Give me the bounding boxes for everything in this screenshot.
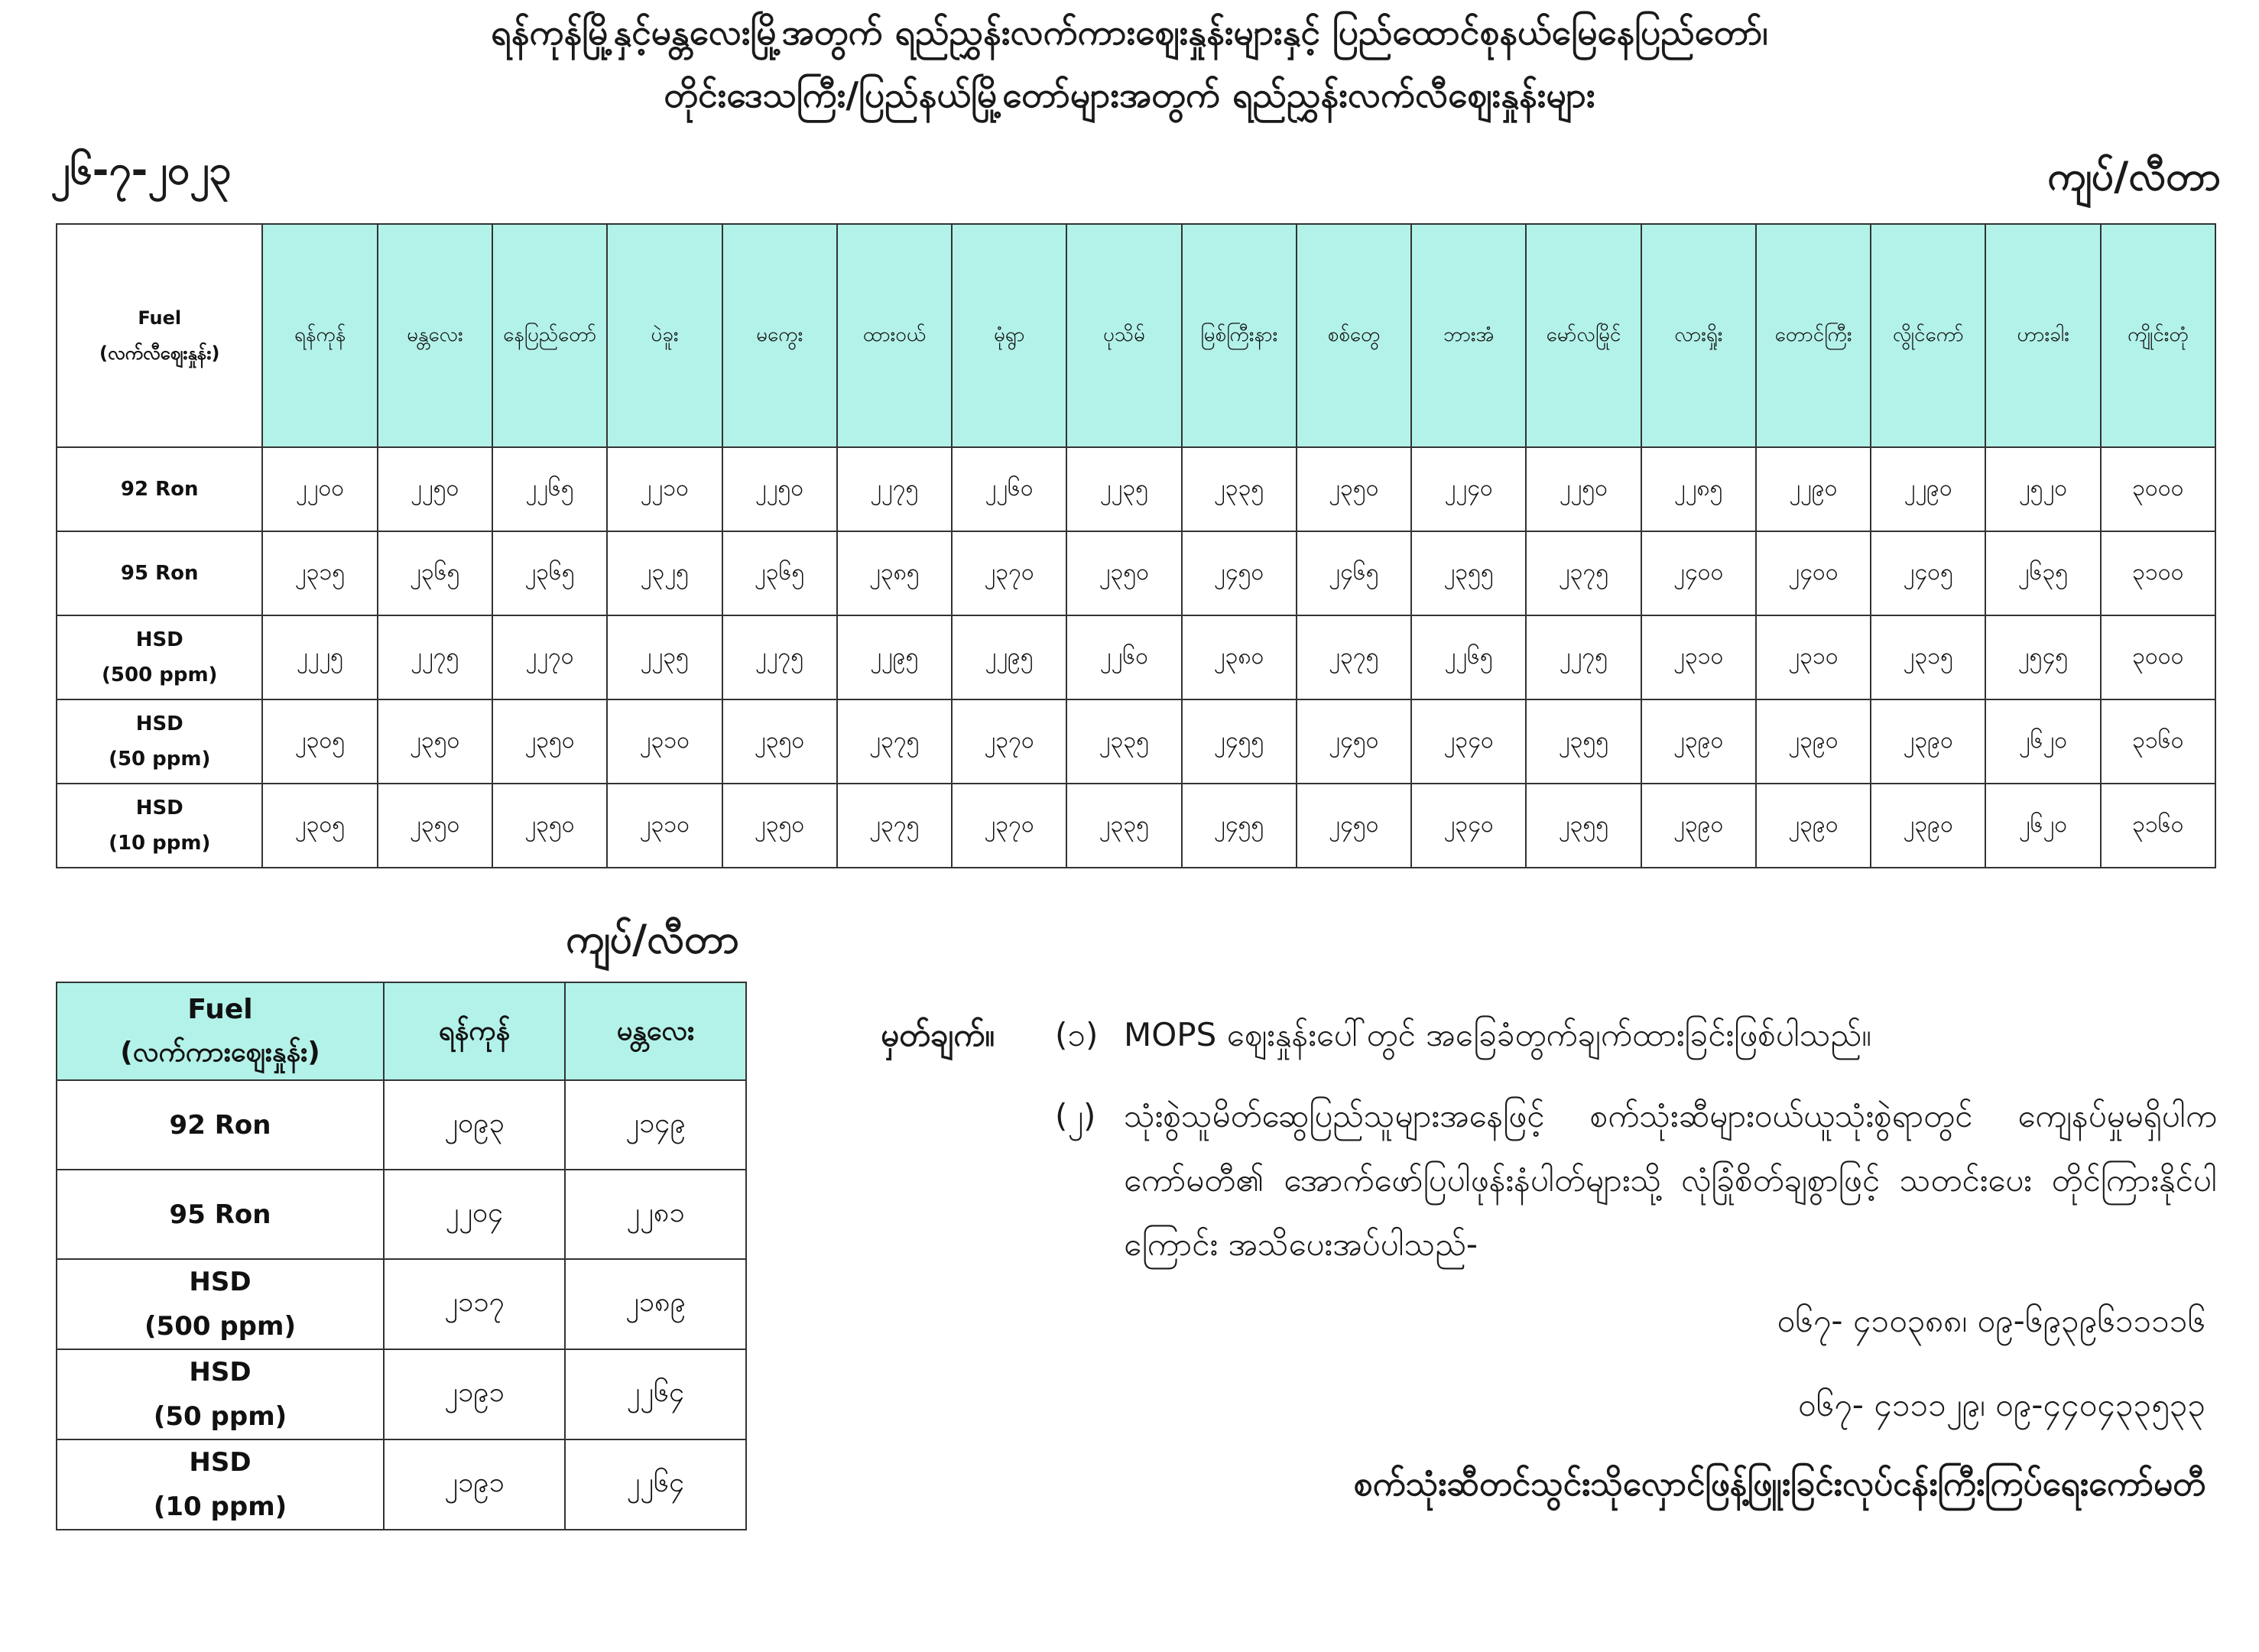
price-cell: ၂၃၁၀ <box>607 699 722 784</box>
price-cell: ၂၃၄၀ <box>1411 699 1526 784</box>
note-1-text: MOPS ဈေးနှုန်းပေါ်တွင် အခြေခံတွက်ချက်ထားခြင်းဖြစ်ပါသည်။ <box>1124 1016 1871 1053</box>
city-header: စစ်တွေ <box>1297 224 1411 447</box>
price-cell: ၂၃၈၅ <box>837 531 952 615</box>
note-2-text: သုံးစွဲသူမိတ်ဆွေပြည်သူများအနေဖြင့် စက်သုံးဆီများဝယ်ယူသုံးစွဲရာတွင် ကျေနပ်မှုမရှိပါက ကော်မတီ၏ အောက်ဖော်ပြပါဖုန်းနံပါတ်များသို့ လုံခြုံစိတ်ချစွာဖြင့် သတင်းပေး တိုင်ကြားနိုင်ပါကြောင်း အသိပေးအပ်ပါသည်- <box>1124 1097 2217 1263</box>
note-2-number: (၂) <box>1055 1097 1096 1134</box>
price-cell: ၂၆၃၅ <box>1985 531 2100 615</box>
fuel-type-label: HSD <box>135 797 183 820</box>
price-cell: ၂၂၂၅ <box>262 615 377 699</box>
table-row <box>57 1259 746 1349</box>
city-header: နေပြည်တော် <box>492 224 607 447</box>
price-cell: ၂၄၅၅ <box>1182 784 1297 868</box>
price-cell: ၂၁၁၇ <box>384 1259 565 1349</box>
city-header: ပဲခူး <box>607 224 722 447</box>
price-cell: ၂၂၀၄ <box>384 1170 565 1259</box>
price-cell: ၃၀၀၀ <box>2101 615 2215 699</box>
fuel-type-label: (50 ppm) <box>109 748 211 771</box>
price-cell: ၂၃၅၅ <box>1411 531 1526 615</box>
fuel-header-mm: (လက်ကားဈေးနှုန်း) <box>120 1037 320 1068</box>
fuel-type-label: HSD <box>135 628 183 651</box>
table-row <box>57 784 2215 868</box>
price-cell: ၂၂၆၀ <box>952 447 1066 531</box>
price-cell: ၂၂၈၁ <box>565 1170 746 1259</box>
fuel-type-cell <box>57 615 262 699</box>
city-header: မန္တလေး <box>565 982 746 1080</box>
city-header: မြစ်ကြီးနား <box>1182 224 1297 447</box>
price-cell: ၂၃၅၀ <box>492 699 607 784</box>
price-cell: ၂၃၀၅ <box>262 699 377 784</box>
price-cell: ၃၀၀၀ <box>2101 447 2215 531</box>
fuel-type-cell <box>57 784 262 868</box>
city-header: ဟားခါး <box>1985 224 2100 447</box>
city-header: မကွေး <box>722 224 837 447</box>
price-cell: ၂၃၆၅ <box>492 531 607 615</box>
price-cell: ၂၃၁၀ <box>1641 615 1756 699</box>
price-cell: ၂၆၂၀ <box>1985 699 2100 784</box>
price-cell: ၂၁၉၁ <box>384 1439 565 1530</box>
table-row <box>57 531 2215 615</box>
price-cell: ၂၃၅၀ <box>722 699 837 784</box>
city-header: ရန်ကုန် <box>262 224 377 447</box>
city-header: မန္တလေး <box>378 224 492 447</box>
page-title-line2: တိုင်းဒေသကြီး/ပြည်နယ်မြို့တော်များအတွက် ရည်ညွှန်းလက်လီဈေးနှုန်းများ <box>664 74 1595 115</box>
retail-price-table <box>56 223 2216 868</box>
fuel-type-label: 95 Ron <box>169 1199 271 1230</box>
city-header: မုံရွာ <box>952 224 1066 447</box>
price-cell: ၂၁၄၉ <box>565 1080 746 1170</box>
table-row <box>57 1349 746 1439</box>
price-cell: ၂၂၆၄ <box>565 1349 746 1439</box>
fuel-type-cell <box>57 1259 384 1349</box>
table-row <box>57 447 2215 531</box>
fuel-type-label: HSD <box>189 1357 252 1387</box>
price-cell: ၂၃၅၀ <box>378 784 492 868</box>
price-cell: ၂၂၅၀ <box>1526 447 1641 531</box>
fuel-type-cell <box>57 1439 384 1530</box>
price-cell: ၂၃၆၅ <box>378 531 492 615</box>
fuel-header-en: Fuel <box>187 994 253 1025</box>
price-cell: ၂၃၉၀ <box>1871 784 1985 868</box>
price-cell: ၂၃၈၀ <box>1182 615 1297 699</box>
fuel-type-label: 92 Ron <box>169 1109 271 1141</box>
fuel-type-label: 95 Ron <box>120 562 199 585</box>
price-cell: ၂၅၂၀ <box>1985 447 2100 531</box>
price-cell: ၂၂၈၅ <box>1641 447 1756 531</box>
city-header: ထားဝယ် <box>837 224 952 447</box>
price-cell: ၂၃၇၅ <box>837 699 952 784</box>
price-cell: ၂၆၂၀ <box>1985 784 2100 868</box>
price-cell: ၂၃၅၀ <box>1297 447 1411 531</box>
city-header: လားရှိုး <box>1641 224 1756 447</box>
committee-signature: စက်သုံးဆီတင်သွင်းသိုလှောင်ဖြန့်ဖြူးခြင်းလုပ်ငန်းကြီးကြပ်ရေးကော်မတီ <box>1353 1465 2205 1504</box>
price-cell: ၂၄၅၀ <box>1297 784 1411 868</box>
price-cell: ၂၃၄၀ <box>1411 784 1526 868</box>
price-cell: ၂၃၉၀ <box>1756 784 1871 868</box>
fuel-type-label: HSD <box>189 1267 252 1297</box>
price-cell: ၂၄၀၀ <box>1756 531 1871 615</box>
table-row <box>57 1080 746 1170</box>
price-cell: ၂၂၇၅ <box>1526 615 1641 699</box>
date-label: ၂၆-၇-၂၀၂၃ <box>50 148 232 193</box>
price-cell: ၂၃၁၀ <box>1756 615 1871 699</box>
price-cell: ၃၁၆၀ <box>2101 699 2215 784</box>
price-cell: ၂၂၆၄ <box>565 1439 746 1530</box>
phone-numbers-2: ၀၆၇- ၄၁၁၁၂၉၊ ၀၉-၄၄၀၄၃၃၅၃၃ <box>1797 1386 2205 1423</box>
city-header: တောင်ကြီး <box>1756 224 1871 447</box>
note-1-number: (၁) <box>1055 1016 1099 1053</box>
wholesale-price-table <box>56 982 747 1530</box>
price-cell: ၂၂၅၀ <box>722 447 837 531</box>
table-row <box>57 1170 746 1259</box>
price-cell: ၂၁၈၉ <box>565 1259 746 1349</box>
city-header: ပုသိမ် <box>1066 224 1181 447</box>
price-cell: ၂၄၀၅ <box>1871 531 1985 615</box>
price-cell: ၂၃၉၀ <box>1641 699 1756 784</box>
price-cell: ၂၀၉၃ <box>384 1080 565 1170</box>
fuel-type-label: (10 ppm) <box>153 1491 287 1522</box>
price-cell: ၂၃၅၀ <box>1066 531 1181 615</box>
price-cell: ၂၂၃၅ <box>607 615 722 699</box>
price-cell: ၂၃၇၅ <box>1297 615 1411 699</box>
city-header: မော်လမြိုင် <box>1526 224 1641 447</box>
price-cell: ၂၂၆၅ <box>1411 615 1526 699</box>
unit-label-retail: ကျပ်/လီတာ <box>2047 154 2221 200</box>
price-cell: ၃၁၆၀ <box>2101 784 2215 868</box>
retail-table-header-row <box>57 224 2215 447</box>
price-cell: ၂၄၅၀ <box>1182 531 1297 615</box>
price-cell: ၂၃၅၀ <box>722 784 837 868</box>
fuel-type-label: HSD <box>189 1447 252 1478</box>
city-header: လွိုင်ကော် <box>1871 224 1985 447</box>
price-cell: ၂၂၆၀ <box>1066 615 1181 699</box>
wholesale-table-header-row <box>57 982 746 1080</box>
price-cell: ၂၂၇၅ <box>837 447 952 531</box>
notes-label: မှတ်ချက်။ <box>881 1016 995 1053</box>
fuel-header-en: Fuel <box>138 307 182 329</box>
price-cell: ၂၂၃၅ <box>1066 447 1181 531</box>
price-cell: ၂၃၁၀ <box>607 784 722 868</box>
fuel-type-label: (500 ppm) <box>102 664 218 686</box>
price-cell: ၂၂၀၀ <box>262 447 377 531</box>
price-cell: ၂၃၉၀ <box>1756 699 1871 784</box>
fuel-type-cell <box>57 531 262 615</box>
price-cell: ၂၃၇၅ <box>1526 531 1641 615</box>
price-cell: ၂၅၄၅ <box>1985 615 2100 699</box>
table-row <box>57 1439 746 1530</box>
price-cell: ၂၃၅၅ <box>1526 784 1641 868</box>
price-cell: ၃၁၀၀ <box>2101 531 2215 615</box>
price-cell: ၂၂၄၀ <box>1411 447 1526 531</box>
price-cell: ၂၃၇၀ <box>952 699 1066 784</box>
price-cell: ၂၂၉၅ <box>837 615 952 699</box>
price-cell: ၂၂၉၅ <box>952 615 1066 699</box>
fuel-type-cell <box>57 699 262 784</box>
price-cell: ၂၃၇၅ <box>837 784 952 868</box>
price-cell: ၂၂၁၀ <box>607 447 722 531</box>
price-cell: ၂၃၉၀ <box>1871 699 1985 784</box>
fuel-type-cell <box>57 1080 384 1170</box>
price-cell: ၂၂၇၅ <box>722 615 837 699</box>
city-header: ဘားအံ <box>1411 224 1526 447</box>
price-cell: ၂၂၉၀ <box>1756 447 1871 531</box>
price-cell: ၂၃၆၅ <box>722 531 837 615</box>
price-cell: ၂၃၇၀ <box>952 531 1066 615</box>
city-header: ကျိုင်းတုံ <box>2101 224 2215 447</box>
phone-numbers-1: ၀၆၇- ၄၁၀၃၈၈၊ ၀၉-၆၉၃၉၆၁၁၁၁၆ <box>1777 1302 2205 1339</box>
price-cell: ၂၃၂၅ <box>607 531 722 615</box>
price-cell: ၂၂၆၅ <box>492 447 607 531</box>
price-cell: ၂၂၇၀ <box>492 615 607 699</box>
price-cell: ၂၄၆၅ <box>1297 531 1411 615</box>
price-cell: ၂၄၀၀ <box>1641 531 1756 615</box>
price-cell: ၂၃၁၅ <box>262 531 377 615</box>
price-cell: ၂၃၁၅ <box>1871 615 1985 699</box>
fuel-header-mm: (လက်လီဈေးနှုန်း) <box>99 342 220 364</box>
price-cell: ၂၃၉၀ <box>1641 784 1756 868</box>
unit-label-wholesale: ကျပ်/လီတာ <box>566 917 739 962</box>
price-cell: ၂၁၉၁ <box>384 1349 565 1439</box>
fuel-header-cell <box>57 982 384 1080</box>
fuel-type-label: HSD <box>135 712 183 735</box>
price-cell: ၂၄၅၅ <box>1182 699 1297 784</box>
price-cell: ၂၃၅၅ <box>1526 699 1641 784</box>
price-cell: ၂၃၅၀ <box>492 784 607 868</box>
price-cell: ၂၃၃၅ <box>1066 784 1181 868</box>
price-cell: ၂၂၅၀ <box>378 447 492 531</box>
price-cell: ၂၃၅၀ <box>378 699 492 784</box>
fuel-header-cell <box>57 224 262 447</box>
city-header: ရန်ကုန် <box>384 982 565 1080</box>
price-cell: ၂၂၉၀ <box>1871 447 1985 531</box>
price-cell: ၂၃၀၅ <box>262 784 377 868</box>
fuel-type-cell <box>57 1349 384 1439</box>
table-row <box>57 615 2215 699</box>
price-cell: ၂၃၃၅ <box>1182 447 1297 531</box>
fuel-type-label: (500 ppm) <box>144 1311 296 1342</box>
fuel-type-cell <box>57 1170 384 1259</box>
price-cell: ၂၃၃၅ <box>1066 699 1181 784</box>
page-title-line1: ရန်ကုန်မြို့နှင့်မန္တလေးမြို့အတွက် ရည်ညွှန်းလက်ကားဈေးနှုန်းများနှင့် ပြည်ထောင်စုနယ်မြေနေပြည်တော်၊ <box>491 11 1768 53</box>
fuel-type-label: (10 ppm) <box>109 832 211 855</box>
fuel-type-cell <box>57 447 262 531</box>
fuel-type-label: (50 ppm) <box>153 1401 287 1432</box>
price-cell: ၂၃၇၀ <box>952 784 1066 868</box>
fuel-type-label: 92 Ron <box>120 478 199 501</box>
price-cell: ၂၄၅၀ <box>1297 699 1411 784</box>
price-cell: ၂၂၇၅ <box>378 615 492 699</box>
table-row <box>57 699 2215 784</box>
